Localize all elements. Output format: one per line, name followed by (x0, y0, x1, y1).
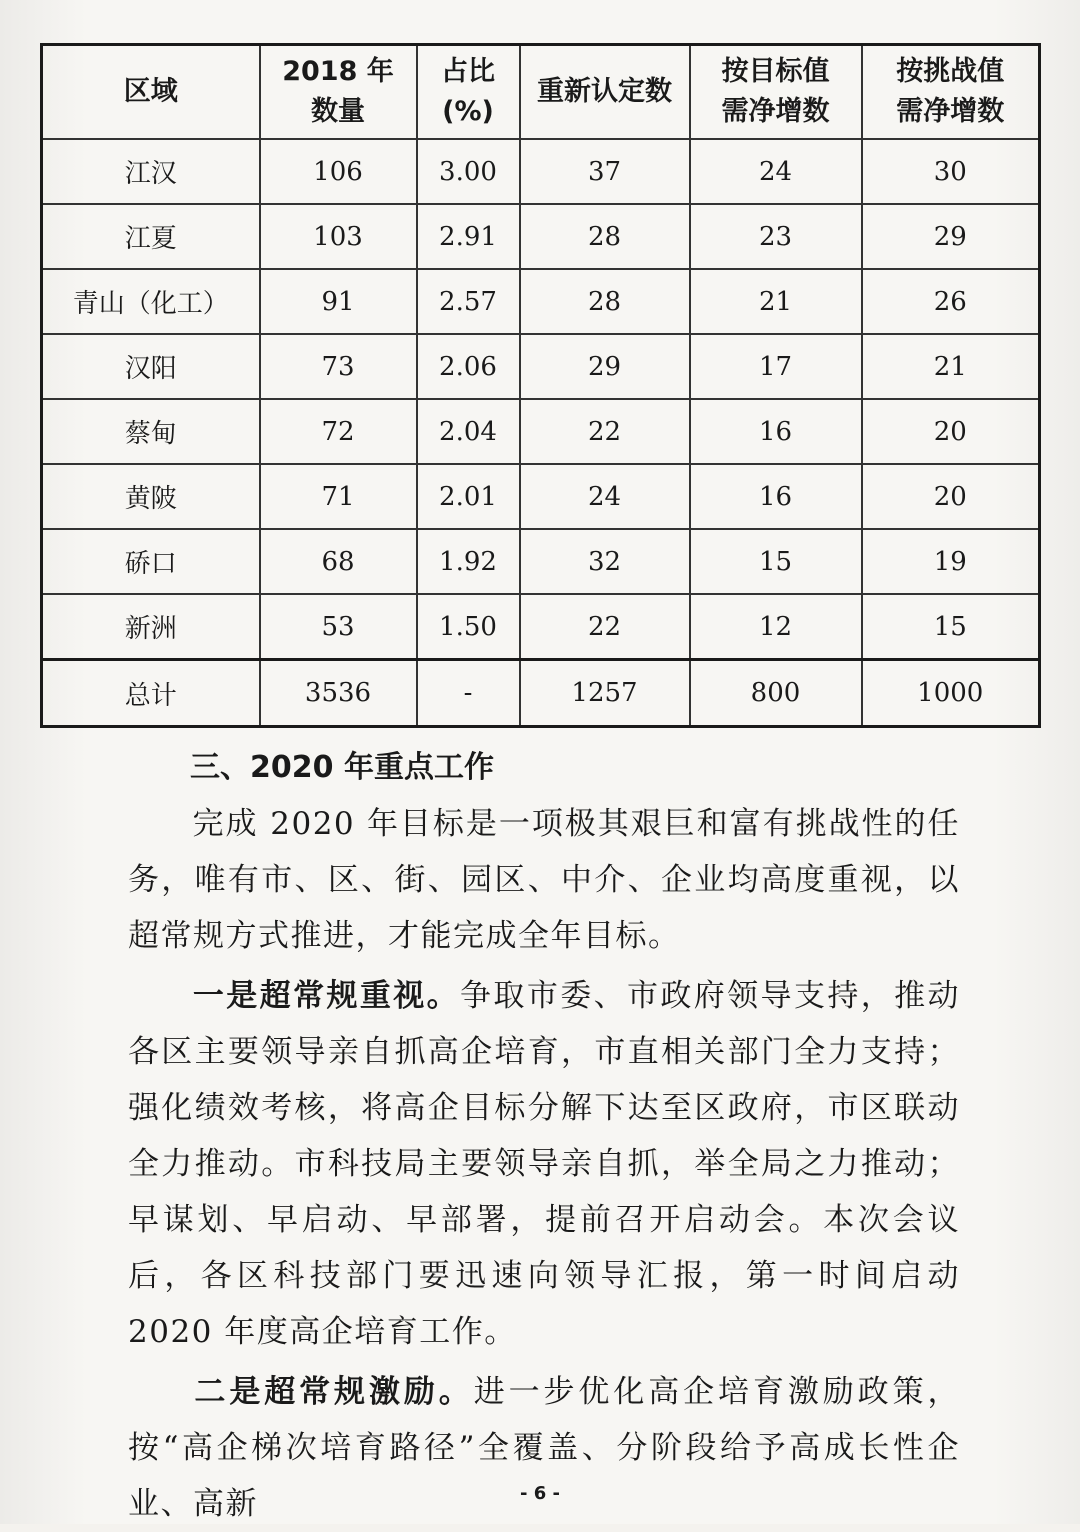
cell-region: 江夏 (42, 204, 260, 269)
cell-share: 2.57 (417, 269, 520, 334)
table-row (42, 269, 1040, 334)
total-target: 800 (690, 660, 862, 727)
cell-region: 青山（化工） (42, 269, 260, 334)
table-total-row (42, 660, 1040, 727)
cell-share: 2.91 (417, 204, 520, 269)
cell-region: 黄陂 (42, 464, 260, 529)
cell-target: 21 (690, 269, 862, 334)
cell-count: 106 (260, 139, 417, 204)
table-row (42, 594, 1040, 660)
high-tech-enterprise-table (40, 43, 1041, 728)
cell-region: 汉阳 (42, 334, 260, 399)
total-count: 3536 (260, 660, 417, 727)
paragraph-goal-text: 完成 2020 年目标是一项极其艰巨和富有挑战性的任务，唯有市、区、街、园区、中介、企业均高度重视，以超常规方式推进，才能完成全年目标。 (128, 806, 960, 954)
cell-recertified: 29 (520, 334, 690, 399)
cell-recertified: 28 (520, 204, 690, 269)
table-row (42, 464, 1040, 529)
cell-count: 73 (260, 334, 417, 399)
cell-target: 12 (690, 594, 862, 660)
paragraph-incentive-text: 进一步优化高企培育激励政策，按“高企梯次培育路径”全覆盖、分阶段给予高成长性企业、高新 (128, 1374, 961, 1522)
table-header-row (42, 45, 1040, 140)
cell-share: 3.00 (417, 139, 520, 204)
cell-recertified: 24 (520, 464, 690, 529)
header-recertified: 重新认定数 (520, 45, 690, 140)
header-target-increase: 按目标值 需净增数 (690, 45, 862, 140)
cell-share: 2.04 (417, 399, 520, 464)
paragraph-attention-text: 争取市委、市政府领导支持，推动各区主要领导亲自抓高企培育，市直相关部门全力支持；强化绩效考核，将高企目标分解下达至区政府，市区联动全力推动。市科技局主要领导亲自抓，举全局之力推动；早谋划、早启动、早部署，提前召开启动会。本次会议后，各区科技部门要迅速向领导汇报，第一时间启动 2020 年度高企培育工作。 (128, 978, 961, 1350)
paragraph-attention-lead: 一是超常规重视。 (192, 978, 461, 1014)
cell-challenge: 21 (862, 334, 1040, 399)
cell-target: 16 (690, 464, 862, 529)
cell-region: 江汉 (42, 139, 260, 204)
table-row (42, 529, 1040, 594)
header-region: 区域 (42, 45, 260, 140)
cell-share: 1.92 (417, 529, 520, 594)
cell-share: 2.06 (417, 334, 520, 399)
section-heading: 三、2020 年重点工作 (190, 750, 494, 785)
header-share: 占比 (%) (417, 45, 520, 140)
cell-count: 71 (260, 464, 417, 529)
header-challenge-increase: 按挑战值 需净增数 (862, 45, 1040, 140)
page-number: - 6 - (520, 1483, 560, 1504)
paragraph-incentive (128, 1364, 960, 1532)
cell-challenge: 30 (862, 139, 1040, 204)
paragraph-attention (128, 968, 960, 1360)
cell-count: 68 (260, 529, 417, 594)
total-share: - (417, 660, 520, 727)
total-recertified: 1257 (520, 660, 690, 727)
table-row (42, 399, 1040, 464)
cell-count: 72 (260, 399, 417, 464)
cell-target: 15 (690, 529, 862, 594)
cell-challenge: 15 (862, 594, 1040, 660)
paragraph-goal (128, 796, 960, 964)
cell-recertified: 37 (520, 139, 690, 204)
cell-target: 24 (690, 139, 862, 204)
cell-challenge: 19 (862, 529, 1040, 594)
table-row (42, 334, 1040, 399)
total-label: 总计 (42, 660, 260, 727)
cell-region: 蔡甸 (42, 399, 260, 464)
cell-challenge: 29 (862, 204, 1040, 269)
cell-target: 17 (690, 334, 862, 399)
cell-challenge: 20 (862, 399, 1040, 464)
cell-count: 103 (260, 204, 417, 269)
cell-recertified: 22 (520, 594, 690, 660)
table-row (42, 139, 1040, 204)
cell-share: 1.50 (417, 594, 520, 660)
cell-count: 53 (260, 594, 417, 660)
cell-target: 23 (690, 204, 862, 269)
cell-challenge: 20 (862, 464, 1040, 529)
cell-recertified: 28 (520, 269, 690, 334)
cell-region: 新洲 (42, 594, 260, 660)
cell-recertified: 32 (520, 529, 690, 594)
cell-count: 91 (260, 269, 417, 334)
cell-share: 2.01 (417, 464, 520, 529)
cell-target: 16 (690, 399, 862, 464)
cell-region: 硚口 (42, 529, 260, 594)
total-challenge: 1000 (862, 660, 1040, 727)
paragraph-incentive-lead: 二是超常规激励。 (192, 1374, 474, 1410)
header-2018-count: 2018 年 数量 (260, 45, 417, 140)
table-row (42, 204, 1040, 269)
cell-recertified: 22 (520, 399, 690, 464)
cell-challenge: 26 (862, 269, 1040, 334)
